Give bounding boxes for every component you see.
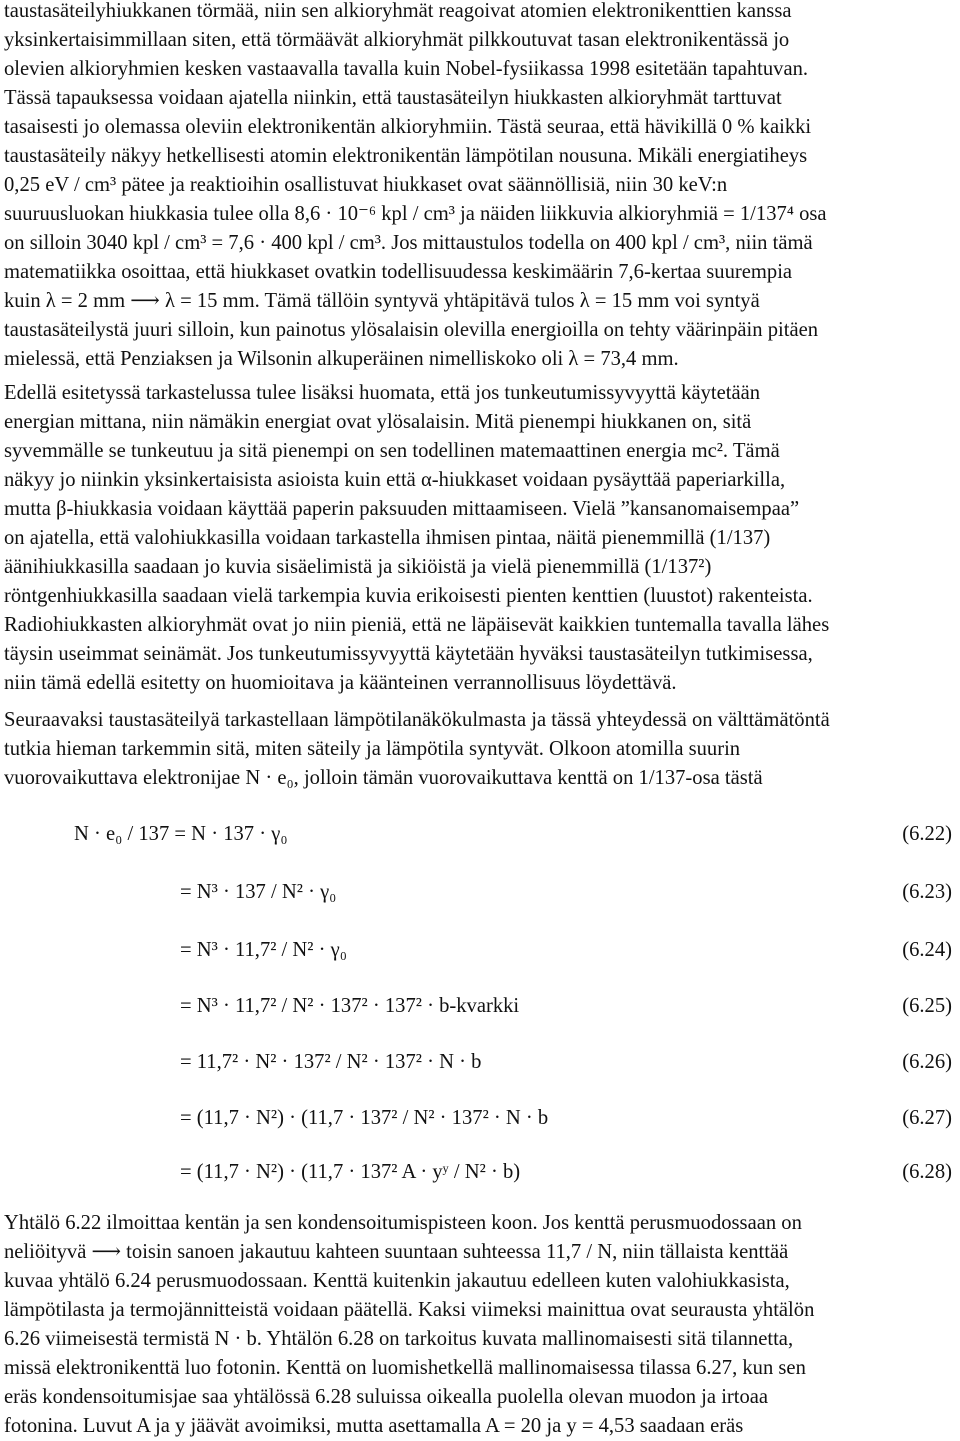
text-line: taustasäteilystä juuri silloin, kun painotus ylösalaisin olevilla energioilla on tehty väärinpäin pitäen bbox=[4, 319, 819, 341]
equation-6-26 bbox=[180, 1047, 952, 1077]
paragraph-1 bbox=[4, 0, 954, 374]
text-line: tutkia hieman tarkemmin sitä, miten säteily ja lämpötila syntyvät. Olkoon atomilla suurin bbox=[4, 738, 741, 760]
paragraph-3 bbox=[4, 706, 954, 793]
equation-expression: = N³ · 11,7² / N² · 137² · 137² · b-kvarkki bbox=[180, 995, 520, 1017]
text-line: lämpötilasta ja termojännitteistä voidaan päätellä. Kaksi viimeksi mainittua ovat seurausta yhtälön bbox=[4, 1299, 815, 1321]
equation-6-24 bbox=[180, 935, 952, 965]
text-line: olevien alkioryhmien kesken vastaavalla tavalla kuin Nobel-fysiikassa 1998 esitetään tapahtuvan. bbox=[4, 58, 809, 80]
text-line: 0,25 eV / cm³ pätee ja reaktioihin osallistuvat hiukkaset ovat säännöllisiä, niin 30 keV:n bbox=[4, 174, 728, 196]
text-line: täysin useimmat seinämät. Jos tunkeutumissyvyyttä käytetään hyväksi taustasäteilyn tutkimisessa, bbox=[4, 643, 813, 665]
text-line: Tässä tapauksessa voidaan ajatella niinkin, että taustasäteilyn hiukkasten alkioryhmät tarttuvat bbox=[4, 87, 782, 109]
equation-number: (6.26) bbox=[902, 1051, 952, 1073]
text-line: yksinkertaisimmillaan siten, että törmäävät alkioryhmät pilkkoutuvat tasan elektronikentässä jo bbox=[4, 29, 790, 51]
text-line: vuorovaikuttava elektronijae N · e₀, jolloin tämän vuorovaikuttava kenttä on 1/137-osa tästä bbox=[4, 767, 763, 789]
text-line: Radiohiukkasten alkioryhmät ovat jo niin pieniä, että ne läpäisevät kaikkien tuntemalla tavalla lähes bbox=[4, 614, 830, 636]
text-line: missä elektronikenttä luo fotonin. Kenttä on luomishetkellä mallinomaisessa tilassa 6.27, kun sen bbox=[4, 1357, 806, 1379]
text-line: mutta β-hiukkasia voidaan käyttää paperin paksuuden mittaamiseen. Vielä ”kansanomaisempaa” bbox=[4, 498, 800, 520]
text-line: tasaisesti jo olemassa oleviin elektronikentän alkioryhmiin. Tästä seuraa, että hävikillä 0 % kaikki bbox=[4, 116, 812, 138]
text-line: Edellä esitetyssä tarkastelussa tulee lisäksi huomata, että jos tunkeutumissyvyyttä käytetään bbox=[4, 382, 761, 404]
text-line: on ajatella, että valohiukkasilla voidaan tarkastella ihmisen pintaa, näitä pienemmillä (1/137) bbox=[4, 527, 771, 549]
equation-6-25 bbox=[180, 991, 952, 1021]
text-line: 6.26 viimeisestä termistä N · b. Yhtälön 6.28 on tarkoitus kuvata mallinomaisesti sitä tilannetta, bbox=[4, 1328, 794, 1350]
text-line: kuvaa yhtälö 6.24 perusmuodossaan. Kenttä kuitenkin jakautuu edelleen kuten valohiukkasista, bbox=[4, 1270, 790, 1292]
paragraph-2 bbox=[4, 379, 954, 698]
text-line: neliöityvä ⟶ toisin sanoen jakautuu kahteen suuntaan suhteessa 11,7 / N, niin tällaista kenttää bbox=[4, 1241, 789, 1263]
equation-number: (6.28) bbox=[902, 1161, 952, 1183]
equation-number: (6.27) bbox=[902, 1107, 952, 1129]
text-line: Yhtälö 6.22 ilmoittaa kentän ja sen kondensoitumispisteen koon. Jos kenttä perusmuodossaan on bbox=[4, 1212, 802, 1234]
equation-6-22 bbox=[74, 819, 952, 849]
text-line: on silloin 3040 kpl / cm³ = 7,6 · 400 kpl / cm³. Jos mittaustulos todella on 400 kpl / cm³, niin tämä bbox=[4, 232, 813, 254]
equation-6-27 bbox=[180, 1103, 952, 1133]
text-line: fotonina. Luvut A ja y jäävät avoimiksi, mutta asettamalla A = 20 ja y = 4,53 saadaan eräs bbox=[4, 1415, 744, 1437]
equation-number: (6.23) bbox=[902, 881, 952, 903]
equation-6-23 bbox=[180, 877, 952, 907]
equation-number: (6.24) bbox=[902, 939, 952, 961]
paragraph-4 bbox=[4, 1209, 954, 1441]
text-line: röntgenhiukkasilla saadaan vielä tarkempia kuvia erikoisesti pienten kenttien (luustot) rakenteista. bbox=[4, 585, 813, 607]
equation-expression: = N³ · 11,7² / N² · γ₀ bbox=[180, 939, 347, 961]
text-line: matematiikka osoittaa, että hiukkaset ovatkin todellisuudessa keskimäärin 7,6-kertaa suurempia bbox=[4, 261, 793, 283]
text-line: äänihiukkasilla saadaan jo kuvia sisäelimistä ja sikiöistä ja vielä pienemmillä (1/137²) bbox=[4, 556, 712, 578]
equation-expression: = 11,7² · N² · 137² / N² · 137² · N · b bbox=[180, 1051, 482, 1073]
text-line: näkyy jo niinkin yksinkertaisista asioista kuin että α-hiukkaset voidaan pysäyttää paperiarkilla, bbox=[4, 469, 786, 491]
equation-6-28 bbox=[180, 1157, 952, 1187]
text-line: taustasäteily näkyy hetkellisesti atomin elektronikentän lämpötilan nousuna. Mikäli energiatiheys bbox=[4, 145, 808, 167]
equation-number: (6.25) bbox=[902, 995, 952, 1017]
text-line: mielessä, että Penziaksen ja Wilsonin alkuperäinen nimelliskoko oli λ = 73,4 mm. bbox=[4, 348, 679, 370]
text-line: kuin λ = 2 mm ⟶ λ = 15 mm. Tämä tällöin syntyvä yhtäpitävä tulos λ = 15 mm voi syntyä bbox=[4, 290, 760, 312]
text-line: suuruusluokan hiukkasia tulee olla 8,6 · 10⁻⁶ kpl / cm³ ja näiden liikkuvia alkioryhmiä = 1/137⁴ osa bbox=[4, 203, 827, 225]
text-line: Seuraavaksi taustasäteilyä tarkastellaan lämpötilanäkökulmasta ja tässä yhteydessä on välttämätöntä bbox=[4, 709, 830, 731]
equation-expression: = (11,7 · N²) · (11,7 · 137² / N² · 137² · N · b bbox=[180, 1107, 549, 1129]
equation-expression: = (11,7 · N²) · (11,7 · 137² A · yʸ / N² · b) bbox=[180, 1161, 521, 1183]
text-line: eräs kondensoitumisjae saa yhtälössä 6.28 suluissa oikealla puolella olevan muodon ja irtoaa bbox=[4, 1386, 769, 1408]
text-line: syvemmälle se tunkeutuu ja sitä pienempi on sen todellinen matemaattinen energia mc². Tämä bbox=[4, 440, 780, 462]
equation-expression: N · e₀ / 137 = N · 137 · γ₀ bbox=[74, 823, 288, 845]
text-line: energian mittana, niin nämäkin energiat ovat ylösalaisin. Mitä pienempi hiukkanen on, sitä bbox=[4, 411, 752, 433]
text-line: taustasäteilyhiukkanen törmää, niin sen alkioryhmät reagoivat atomien elektronikenttien kanssa bbox=[4, 0, 792, 22]
equation-expression: = N³ · 137 / N² · γ₀ bbox=[180, 881, 337, 903]
equation-number: (6.22) bbox=[902, 823, 952, 845]
text-line: niin tämä edellä esitetty on huomioitava ja käänteinen verrannollisuus löydettävä. bbox=[4, 672, 677, 694]
